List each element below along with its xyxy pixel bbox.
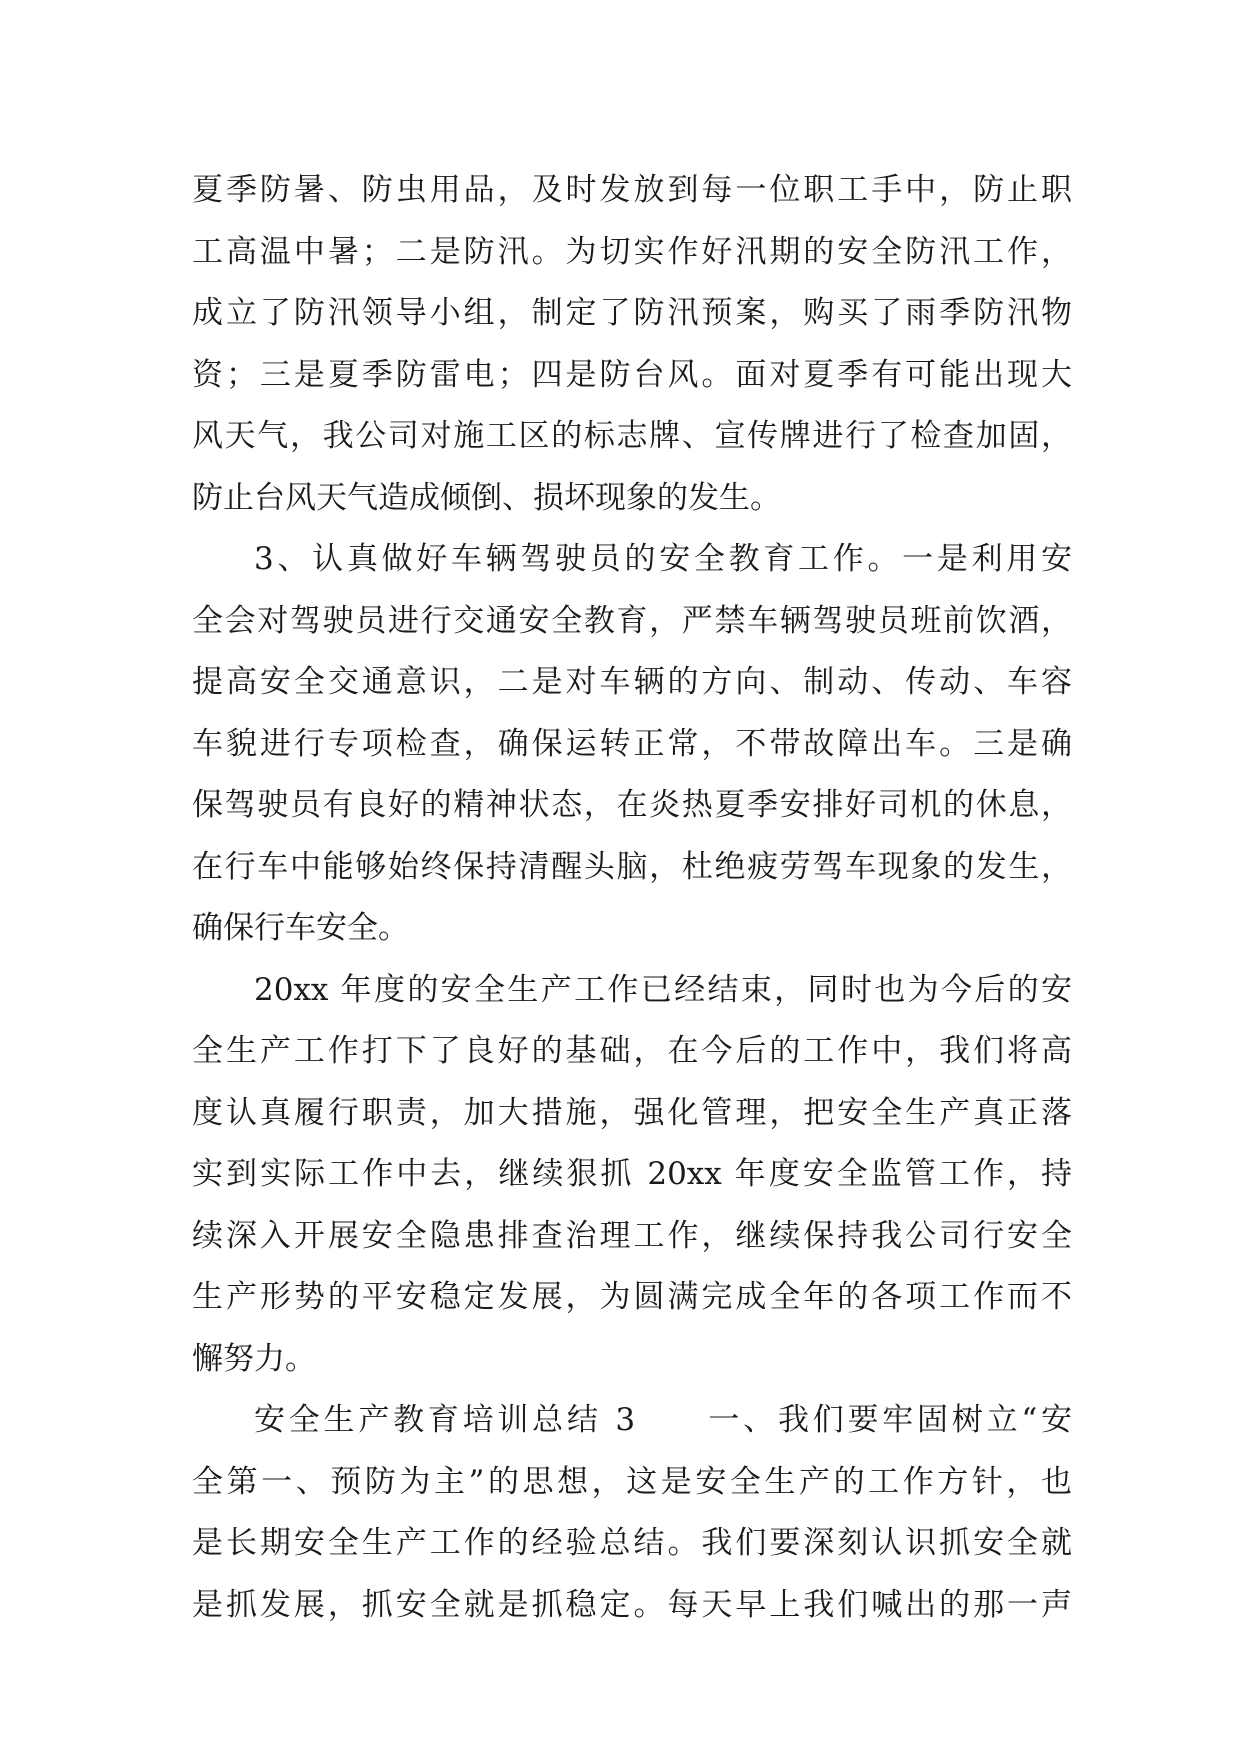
text-line: 度认真履行职责，加大措施，强化管理，把安全生产真正落 xyxy=(192,1094,1072,1131)
text-line: 全第一、预防为主”的思想，这是安全生产的工作方针，也 xyxy=(192,1463,1072,1500)
text-line: 夏季防暑、防虫用品，及时发放到每一位职工手中，防止职 xyxy=(192,172,1072,208)
text-line: 全会对驾驶员进行交通安全教育，严禁车辆驾驶员班前饮酒， xyxy=(192,602,1072,639)
body-text xyxy=(192,160,1072,1636)
text-line: 车貌进行专项检查，确保运转正常，不带故障出车。三是确 xyxy=(192,725,1072,762)
text-line: 风天气，我公司对施工区的标志牌、宣传牌进行了检查加固， xyxy=(192,418,1072,454)
text-line: 是长期安全生产工作的经验总结。我们要深刻认识抓安全就 xyxy=(192,1525,1072,1561)
text-line: 防止台风天气造成倾倒、损坏现象的发生。 xyxy=(192,479,781,516)
text-line: 续深入开展安全隐患排查治理工作，继续保持我公司行安全 xyxy=(192,1217,1072,1254)
text-line: 在行车中能够始终保持清醒头脑，杜绝疲劳驾车现象的发生， xyxy=(192,848,1072,885)
text-line: 确保行车安全。 xyxy=(192,910,409,946)
section-heading-line: 安全生产教育培训总结 3 一、我们要牢固树立“安 xyxy=(254,1402,1072,1438)
text-line: 是抓发展，抓安全就是抓稳定。每天早上我们喊出的那一声 xyxy=(192,1586,1072,1623)
text-line: 全生产工作打下了良好的基础，在今后的工作中，我们将高 xyxy=(192,1033,1072,1069)
text-line: 提高安全交通意识，二是对车辆的方向、制动、传动、车容 xyxy=(192,664,1072,700)
paragraph-first-line: 3、认真做好车辆驾驶员的安全教育工作。一是利用安 xyxy=(254,541,1072,577)
text-line: 实到实际工作中去，继续狠抓 20xx 年度安全监管工作，持 xyxy=(192,1156,1072,1192)
text-line: 保驾驶员有良好的精神状态，在炎热夏季安排好司机的休息， xyxy=(192,787,1072,823)
text-line: 生产形势的平安稳定发展，为圆满完成全年的各项工作而不 xyxy=(192,1279,1072,1315)
paragraph-first-line: 20xx 年度的安全生产工作已经结束，同时也为今后的安 xyxy=(254,971,1072,1008)
text-line: 成立了防汛领导小组，制定了防汛预案，购买了雨季防汛物 xyxy=(192,295,1072,331)
text-line: 资；三是夏季防雷电；四是防台风。面对夏季有可能出现大 xyxy=(192,356,1072,393)
text-line: 工高温中暑；二是防汛。为切实作好汛期的安全防汛工作， xyxy=(192,233,1072,270)
text-line: 懈努力。 xyxy=(192,1340,316,1377)
